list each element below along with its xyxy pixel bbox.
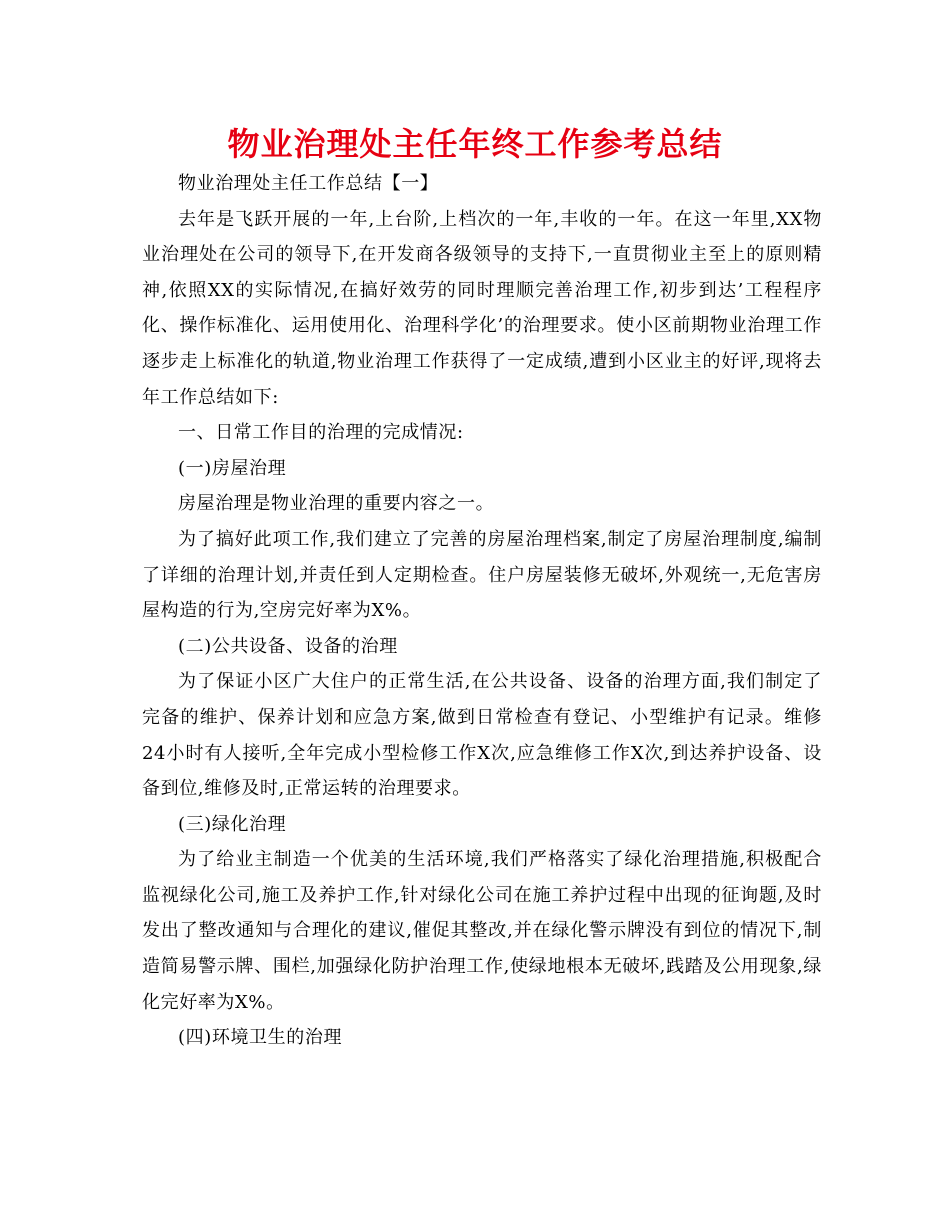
subsection-heading: (二)公共设备、设备的治理	[178, 635, 398, 657]
section-heading: 一、日常工作目的治理的完成情况:	[178, 422, 464, 444]
paragraph: 去年是飞跃开展的一年,上台阶,上档次的一年,丰收的一年。在这一年里,XX物业治理处在公司的领导下,在开发商各级领导的支持下,一直贯彻业主至上的原则精神,依照XX的实际情况,在搞好效劳的同时理顺完善治理工作,初步到达’工程程序化、操作标准化、运用使用化、治理科学化’的治理要求。使小区前期物业治理工作逐步走上标准化的轨道,物业治理工作获得了一定成绩,遭到小区业主的好评,现将去年工作总结如下:	[142, 208, 822, 408]
subsection-heading: (一)房屋治理	[178, 457, 287, 479]
paragraph: 为了搞好此项工作,我们建立了完善的房屋治理档案,制定了房屋治理制度,编制了详细的治理计划,并责任到人定期检查。住户房屋装修无破坏,外观统一,无危害房屋构造的行为,空房完好率为X%。	[142, 528, 822, 622]
document-body	[142, 166, 822, 1056]
document-title: 物业治理处主任年终工作参考总结	[227, 125, 723, 163]
paragraph: 为了保证小区广大住户的正常生活,在公共设备、设备的治理方面,我们制定了完备的维护、保养计划和应急方案,做到日常检查有登记、小型维护有记录。维修24小时有人接听,全年完成小型检修工作X次,应急维修工作X次,到达养护设备、设备到位,维修及时,正常运转的治理要求。	[142, 671, 822, 800]
section-heading: 物业治理处主任工作总结【一】	[178, 173, 439, 194]
subsection-heading: (四)环境卫生的治理	[178, 1027, 343, 1049]
paragraph: 为了给业主制造一个优美的生活环境,我们严格落实了绿化治理措施,积极配合监视绿化公司,施工及养护工作,针对绿化公司在施工养护过程中出现的征询题,及时发出了整改通知与合理化的建议,催促其整改,并在绿化警示牌没有到位的情况下,制造简易警示牌、围栏,加强绿化防护治理工作,使绿地根本无破坏,践踏及公用现象,绿化完好率为X%。	[142, 849, 822, 1013]
paragraph: 房屋治理是物业治理的重要内容之一。	[178, 493, 495, 515]
subsection-heading: (三)绿化治理	[178, 813, 287, 835]
